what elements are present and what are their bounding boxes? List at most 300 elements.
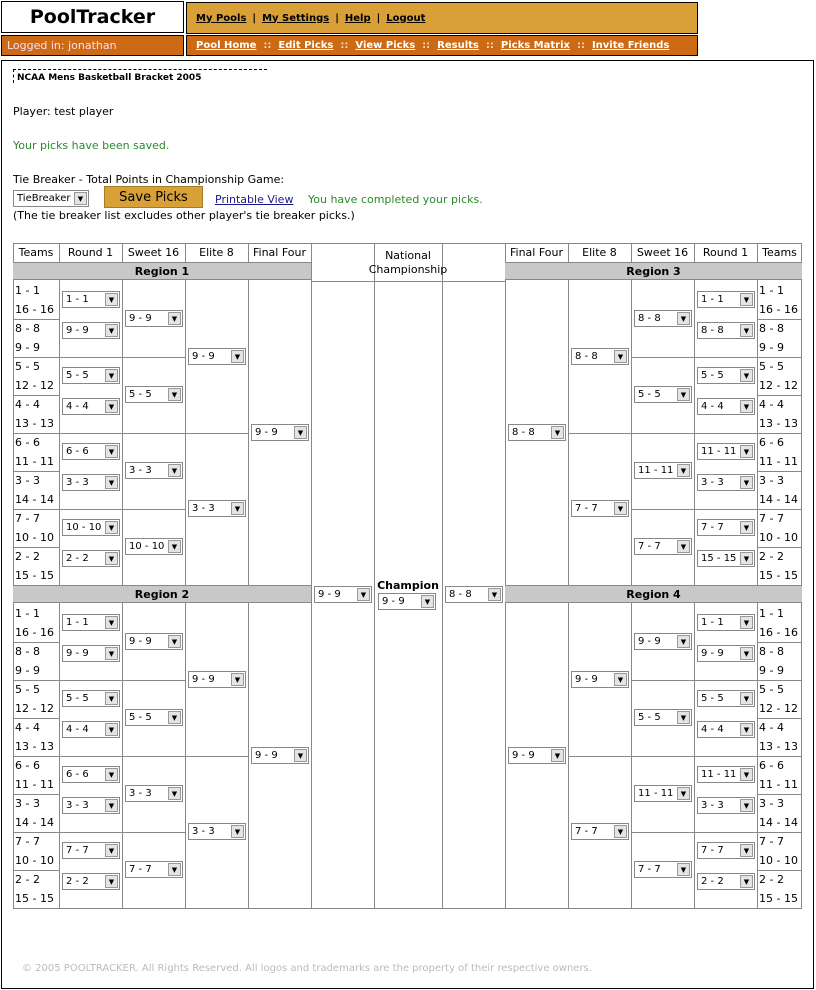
subnav-pool-home[interactable]: Pool Home [196, 40, 257, 51]
grid-line [757, 395, 802, 396]
round1-select[interactable] [697, 766, 755, 783]
team-label: 6 - 6 [15, 759, 40, 772]
grid-line [13, 832, 59, 833]
team-label: 14 - 14 [15, 816, 54, 829]
grid-line [694, 433, 757, 434]
team-label: 2 - 2 [15, 550, 40, 563]
pick-value: 11 - 11 [701, 446, 737, 457]
pick-value: 7 - 7 [129, 864, 152, 875]
team-label: 10 - 10 [15, 531, 54, 544]
grid-line [122, 433, 185, 434]
grid-line [631, 756, 694, 757]
chevron-down-icon: ▼ [740, 324, 753, 337]
pick-value: 9 - 9 [66, 648, 89, 659]
nav-separator: :: [576, 40, 585, 51]
team-label: 11 - 11 [759, 455, 798, 468]
nav-separator: :: [485, 40, 494, 51]
chevron-down-icon: ▼ [105, 799, 118, 812]
grid-line [13, 547, 59, 548]
nav-help[interactable]: Help [344, 12, 371, 24]
pick-value: 7 - 7 [575, 503, 598, 514]
sweet16-select[interactable] [125, 785, 183, 802]
chevron-down-icon: ▼ [740, 799, 753, 812]
grid-line [13, 395, 59, 396]
round1-select[interactable] [697, 322, 755, 339]
team-label: 7 - 7 [15, 512, 40, 525]
column-header-right: Elite 8 [582, 246, 617, 259]
grid-line [122, 756, 185, 757]
sweet16-select[interactable] [634, 861, 692, 878]
grid-line [13, 509, 59, 510]
pick-value: 9 - 9 [255, 427, 278, 438]
sweet16-select[interactable] [634, 462, 692, 479]
team-label: 14 - 14 [759, 493, 798, 506]
sweet16-select[interactable] [125, 462, 183, 479]
elite8-select[interactable] [188, 348, 246, 365]
round1-select[interactable] [697, 842, 755, 859]
grid-line [568, 243, 569, 909]
grid-line [631, 243, 632, 909]
grid-line [631, 433, 694, 434]
elite8-select[interactable] [571, 671, 629, 688]
subnav-view-picks[interactable]: View Picks [355, 40, 416, 51]
team-label: 11 - 11 [15, 455, 54, 468]
grid-line [694, 585, 757, 586]
pick-value: 7 - 7 [701, 522, 724, 533]
grid-line [757, 718, 802, 719]
nav-separator: :: [422, 40, 431, 51]
pick-value: 3 - 3 [129, 465, 152, 476]
grid-line [122, 832, 185, 833]
champion-select[interactable] [378, 593, 436, 610]
round1-select[interactable] [62, 474, 120, 491]
app-logo: PoolTracker [1, 1, 184, 33]
team-label: 5 - 5 [759, 683, 784, 696]
grid-line [442, 243, 443, 909]
elite8-select[interactable] [188, 823, 246, 840]
chevron-down-icon: ▼ [740, 552, 753, 565]
team-label: 12 - 12 [759, 702, 798, 715]
grid-line [13, 585, 59, 586]
round1-select[interactable] [62, 519, 120, 536]
pick-value: 9 - 9 [382, 596, 405, 607]
round1-select[interactable] [697, 797, 755, 814]
chevron-down-icon: ▼ [74, 192, 87, 205]
pick-value: 5 - 5 [638, 712, 661, 723]
championship-left-select[interactable] [314, 586, 372, 603]
chevron-down-icon: ▼ [105, 521, 118, 534]
grid-line [13, 357, 59, 358]
elite8-select[interactable] [571, 500, 629, 517]
chevron-down-icon: ▼ [357, 588, 370, 601]
nav-my-pools[interactable]: My Pools [196, 12, 247, 24]
team-label: 4 - 4 [759, 398, 784, 411]
team-label: 5 - 5 [759, 360, 784, 373]
bracket-table [13, 243, 802, 909]
round1-select[interactable] [697, 519, 755, 536]
round1-select[interactable] [62, 322, 120, 339]
chevron-down-icon: ▼ [677, 312, 690, 325]
column-header-right: Final Four [509, 246, 563, 259]
team-label: 1 - 1 [15, 284, 40, 297]
sweet16-select[interactable] [634, 785, 692, 802]
pick-value: 3 - 3 [129, 788, 152, 799]
chevron-down-icon: ▼ [614, 502, 627, 515]
team-label: 16 - 16 [759, 303, 798, 316]
grid-line [757, 585, 802, 586]
grid-line [122, 680, 185, 681]
pick-value: 8 - 8 [701, 325, 724, 336]
grid-line [248, 908, 311, 909]
grid-line [122, 357, 185, 358]
team-label: 16 - 16 [15, 303, 54, 316]
pick-value: 5 - 5 [701, 693, 724, 704]
pick-value: 3 - 3 [192, 503, 215, 514]
grid-line [59, 243, 60, 909]
chevron-down-icon: ▼ [740, 476, 753, 489]
round1-select[interactable] [697, 291, 755, 308]
grid-line [13, 680, 59, 681]
round1-select[interactable] [697, 614, 755, 631]
chevron-down-icon: ▼ [105, 616, 118, 629]
team-label: 2 - 2 [759, 550, 784, 563]
subnav-invite-friends[interactable]: Invite Friends [591, 40, 670, 51]
team-label: 13 - 13 [15, 417, 54, 430]
save-picks-button[interactable]: Save Picks [104, 186, 203, 208]
tiebreak-select[interactable] [13, 190, 89, 207]
team-label: 11 - 11 [15, 778, 54, 791]
champion-label: Champion [377, 579, 439, 592]
round1-select[interactable] [62, 873, 120, 890]
round1-select[interactable] [697, 645, 755, 662]
pick-value: 9 - 9 [66, 325, 89, 336]
grid-line [505, 908, 568, 909]
subnav-results[interactable]: Results [437, 40, 479, 51]
pick-value: 4 - 4 [66, 724, 89, 735]
grid-line [694, 756, 757, 757]
round1-select[interactable] [62, 614, 120, 631]
grid-line [568, 433, 631, 434]
subnav-edit-picks[interactable]: Edit Picks [278, 40, 334, 51]
pick-value: 9 - 9 [192, 674, 215, 685]
nav-logout[interactable]: Logout [386, 12, 426, 24]
grid-line [248, 243, 249, 909]
round1-select[interactable] [697, 873, 755, 890]
team-label: 9 - 9 [759, 664, 784, 677]
nav-separator: | [335, 12, 339, 24]
sweet16-select[interactable] [634, 538, 692, 555]
round1-select[interactable] [62, 842, 120, 859]
nav-my-settings[interactable]: My Settings [262, 12, 330, 24]
sweet16-select[interactable] [125, 310, 183, 327]
elite8-select[interactable] [188, 671, 246, 688]
pick-value: 3 - 3 [192, 826, 215, 837]
pick-value: 9 - 9 [255, 750, 278, 761]
final-four-select[interactable] [251, 424, 309, 441]
grid-line [122, 585, 185, 586]
chevron-down-icon: ▼ [105, 723, 118, 736]
team-label: 13 - 13 [759, 740, 798, 753]
team-label: 5 - 5 [15, 360, 40, 373]
elite8-select[interactable] [571, 823, 629, 840]
team-label: 16 - 16 [759, 626, 798, 639]
nav-separator: | [252, 12, 257, 24]
sweet16-select[interactable] [125, 861, 183, 878]
team-label: 3 - 3 [15, 797, 40, 810]
round1-select[interactable] [62, 645, 120, 662]
pick-value: 11 - 11 [638, 465, 674, 476]
chevron-down-icon: ▼ [614, 350, 627, 363]
round1-select[interactable] [697, 550, 755, 567]
pick-value: 7 - 7 [638, 541, 661, 552]
team-label: 8 - 8 [15, 645, 40, 658]
round1-select[interactable] [697, 398, 755, 415]
chevron-down-icon: ▼ [740, 768, 753, 781]
pick-value: 10 - 10 [66, 522, 102, 533]
round1-select[interactable] [697, 367, 755, 384]
grid-line [568, 756, 631, 757]
pick-value: 3 - 3 [66, 477, 89, 488]
grid-line [631, 509, 694, 510]
chevron-down-icon: ▼ [168, 388, 181, 401]
chevron-down-icon: ▼ [740, 844, 753, 857]
pick-value: 9 - 9 [192, 351, 215, 362]
chevron-down-icon: ▼ [168, 540, 181, 553]
pick-value: 11 - 11 [638, 788, 674, 799]
pick-value: 15 - 15 [701, 553, 737, 564]
pick-value: 5 - 5 [66, 693, 89, 704]
team-label: 8 - 8 [759, 645, 784, 658]
team-label: 1 - 1 [15, 607, 40, 620]
sweet16-select[interactable] [125, 386, 183, 403]
pick-value: 2 - 2 [66, 876, 89, 887]
pick-value: 4 - 4 [66, 401, 89, 412]
pick-value: 6 - 6 [66, 446, 89, 457]
grid-line [59, 357, 122, 358]
grid-line [568, 585, 631, 586]
team-label: 7 - 7 [759, 835, 784, 848]
chevron-down-icon: ▼ [168, 464, 181, 477]
pick-value: 7 - 7 [66, 845, 89, 856]
round1-select[interactable] [62, 291, 120, 308]
chevron-down-icon: ▼ [551, 749, 564, 762]
team-label: 6 - 6 [15, 436, 40, 449]
final-four-select[interactable] [508, 747, 566, 764]
pick-value: 4 - 4 [701, 724, 724, 735]
chevron-down-icon: ▼ [740, 293, 753, 306]
team-label: 3 - 3 [759, 797, 784, 810]
round1-select[interactable] [697, 443, 755, 460]
footer-copyright: © 2005 POOLTRACKER. All Rights Reserved. All logos and trademarks are the property of their respective owners. [22, 963, 592, 974]
grid-line [757, 357, 802, 358]
region-header: Region 4 [505, 585, 802, 603]
chevron-down-icon: ▼ [677, 388, 690, 401]
sweet16-select[interactable] [125, 709, 183, 726]
sweet16-select[interactable] [125, 538, 183, 555]
round1-select[interactable] [697, 690, 755, 707]
grid-line [59, 433, 122, 434]
grid-line [185, 433, 248, 434]
pick-value: 9 - 9 [512, 750, 535, 761]
grid-line [694, 509, 757, 510]
pick-value: 9 - 9 [638, 636, 661, 647]
team-label: 12 - 12 [15, 702, 54, 715]
pick-value: 4 - 4 [701, 401, 724, 412]
team-label: 5 - 5 [15, 683, 40, 696]
team-label: 4 - 4 [15, 721, 40, 734]
round1-select[interactable] [62, 766, 120, 783]
grid-line [757, 756, 802, 757]
team-label: 7 - 7 [15, 835, 40, 848]
team-label: 4 - 4 [15, 398, 40, 411]
top-nav [186, 2, 698, 34]
sweet16-select[interactable] [125, 633, 183, 650]
final-four-select[interactable] [508, 424, 566, 441]
round1-select[interactable] [62, 690, 120, 707]
login-status: Logged in: jonathan [1, 35, 184, 56]
chevron-down-icon: ▼ [488, 588, 501, 601]
round1-select[interactable] [697, 721, 755, 738]
round1-select[interactable] [62, 367, 120, 384]
elite8-select[interactable] [571, 348, 629, 365]
pick-value: 10 - 10 [129, 541, 165, 552]
team-label: 3 - 3 [15, 474, 40, 487]
pick-value: 6 - 6 [66, 769, 89, 780]
printable-view-link[interactable]: Printable View [215, 193, 294, 206]
pick-value: 2 - 2 [66, 553, 89, 564]
column-header-left: Teams [18, 246, 54, 259]
chevron-down-icon: ▼ [105, 476, 118, 489]
subnav-picks-matrix[interactable]: Picks Matrix [500, 40, 570, 51]
grid-line [694, 908, 757, 909]
chevron-down-icon: ▼ [231, 825, 244, 838]
elite8-select[interactable] [188, 500, 246, 517]
grid-line [757, 319, 802, 320]
round1-select[interactable] [62, 398, 120, 415]
chevron-down-icon: ▼ [105, 692, 118, 705]
grid-line [13, 908, 59, 909]
chevron-down-icon: ▼ [168, 787, 181, 800]
team-label: 15 - 15 [759, 569, 798, 582]
sweet16-select[interactable] [634, 633, 692, 650]
chevron-down-icon: ▼ [168, 312, 181, 325]
chevron-down-icon: ▼ [421, 595, 434, 608]
chevron-down-icon: ▼ [168, 711, 181, 724]
pick-value: 7 - 7 [701, 845, 724, 856]
sweet16-select[interactable] [634, 709, 692, 726]
grid-line [311, 281, 505, 282]
team-label: 8 - 8 [759, 322, 784, 335]
tiebreak-note: (The tie breaker list excludes other player's tie breaker picks.) [13, 209, 355, 222]
grid-line [13, 471, 59, 472]
final-four-select[interactable] [251, 747, 309, 764]
grid-line [694, 680, 757, 681]
pick-value: 2 - 2 [701, 876, 724, 887]
championship-right-select[interactable] [445, 586, 503, 603]
round1-select[interactable] [62, 721, 120, 738]
pick-value: 7 - 7 [575, 826, 598, 837]
round1-select[interactable] [697, 474, 755, 491]
grid-line [631, 357, 694, 358]
chevron-down-icon: ▼ [677, 711, 690, 724]
round1-select[interactable] [62, 797, 120, 814]
team-label: 1 - 1 [759, 284, 784, 297]
pick-value: 3 - 3 [701, 477, 724, 488]
chevron-down-icon: ▼ [740, 875, 753, 888]
pick-value: 8 - 8 [512, 427, 535, 438]
grid-line [59, 908, 122, 909]
chevron-down-icon: ▼ [168, 635, 181, 648]
chevron-down-icon: ▼ [231, 350, 244, 363]
chevron-down-icon: ▼ [614, 673, 627, 686]
team-label: 10 - 10 [15, 854, 54, 867]
chevron-down-icon: ▼ [105, 400, 118, 413]
team-label: 2 - 2 [15, 873, 40, 886]
sweet16-select[interactable] [634, 310, 692, 327]
team-label: 13 - 13 [15, 740, 54, 753]
grid-line [185, 756, 248, 757]
sweet16-select[interactable] [634, 386, 692, 403]
chevron-down-icon: ▼ [677, 787, 690, 800]
team-label: 9 - 9 [15, 664, 40, 677]
chevron-down-icon: ▼ [677, 863, 690, 876]
team-label: 9 - 9 [15, 341, 40, 354]
chevron-down-icon: ▼ [294, 749, 307, 762]
team-label: 13 - 13 [759, 417, 798, 430]
team-label: 12 - 12 [15, 379, 54, 392]
team-label: 9 - 9 [759, 341, 784, 354]
team-label: 16 - 16 [15, 626, 54, 639]
chevron-down-icon: ▼ [740, 647, 753, 660]
grid-line [374, 243, 375, 909]
round1-select[interactable] [62, 550, 120, 567]
chevron-down-icon: ▼ [740, 521, 753, 534]
pick-value: 9 - 9 [575, 674, 598, 685]
pick-value: 1 - 1 [66, 294, 89, 305]
team-label: 11 - 11 [759, 778, 798, 791]
grid-line [505, 585, 568, 586]
pick-value: 5 - 5 [701, 370, 724, 381]
pick-value: 8 - 8 [449, 589, 472, 600]
column-header-right: Teams [762, 246, 797, 259]
grid-line [185, 908, 248, 909]
grid-line [13, 433, 59, 434]
grid-line [757, 680, 802, 681]
team-label: 14 - 14 [15, 493, 54, 506]
grid-line [248, 585, 311, 586]
chevron-down-icon: ▼ [740, 445, 753, 458]
pick-value: 5 - 5 [129, 389, 152, 400]
pick-value: 5 - 5 [129, 712, 152, 723]
grid-line [13, 794, 59, 795]
pick-value: 11 - 11 [701, 769, 737, 780]
grid-line [757, 471, 802, 472]
chevron-down-icon: ▼ [740, 723, 753, 736]
team-label: 2 - 2 [759, 873, 784, 886]
chevron-down-icon: ▼ [677, 540, 690, 553]
chevron-down-icon: ▼ [105, 647, 118, 660]
chevron-down-icon: ▼ [294, 426, 307, 439]
round1-select[interactable] [62, 443, 120, 460]
chevron-down-icon: ▼ [105, 552, 118, 565]
column-header-left: Final Four [252, 246, 306, 259]
pick-value: 9 - 9 [129, 636, 152, 647]
grid-line [757, 547, 802, 548]
grid-line [631, 680, 694, 681]
team-label: 7 - 7 [759, 512, 784, 525]
grid-line [631, 585, 694, 586]
grid-line [185, 243, 186, 909]
